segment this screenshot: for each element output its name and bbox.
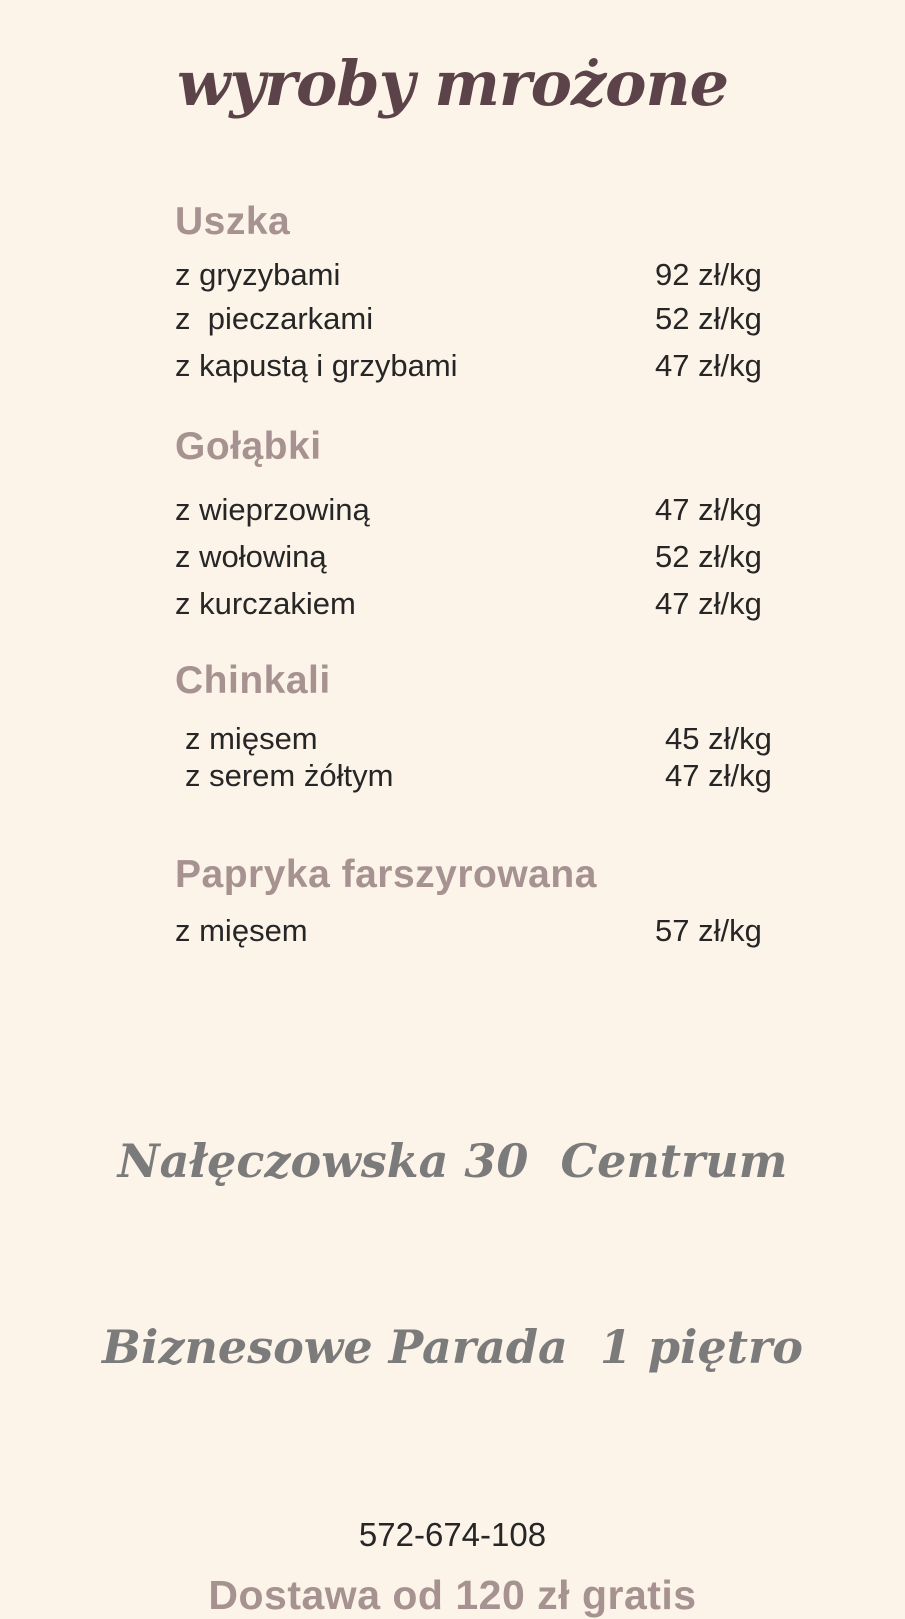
address-block [0,1006,905,1502]
item-price: 47 zł/kg [665,758,772,793]
delivery-note: Dostawa od 120 zł gratis [208,1572,697,1618]
item-name: z pieczarkami [175,301,374,336]
item-price: 47 zł/kg [655,586,762,621]
price-list [175,200,790,948]
item-name: z kurczakiem [175,586,356,621]
section-heading-papryka: Papryka farszyrowana [175,853,597,896]
section-heading-golabki: Gołąbki [175,425,322,468]
item-price: 52 zł/kg [655,301,762,336]
menu-item-row [175,759,790,793]
menu-item-row [175,349,790,383]
address-line-1: Nałęczowska 30 Centrum [117,1134,788,1188]
item-price: 57 zł/kg [655,913,762,948]
item-price: 47 zł/kg [655,492,762,527]
menu-item-row [175,587,790,621]
item-price: 45 zł/kg [665,721,772,756]
menu-item-row [175,258,790,292]
item-name: z gryzybami [175,257,341,292]
item-name: z mięsem [175,913,308,948]
phone-number: 572-674-108 [358,1516,547,1553]
item-price: 52 zł/kg [655,539,762,574]
item-price: 92 zł/kg [655,257,762,292]
item-name: z wieprzowiną [175,492,370,527]
page-title: wyroby mrożone [176,47,729,120]
menu-item-row [175,722,790,756]
section-heading-chinkali: Chinkali [175,659,331,702]
item-name: z mięsem [185,721,318,756]
section-heading-uszka: Uszka [175,200,291,243]
menu-item-row [175,302,790,336]
item-price: 47 zł/kg [655,348,762,383]
menu-item-row [175,914,790,948]
menu-item-row [175,540,790,574]
item-name: z kapustą i grzybami [175,348,458,383]
item-name: z serem żółtym [185,758,394,793]
menu-item-row [175,493,790,527]
address-line-2: Biznesowe Parada 1 piętro [102,1320,803,1374]
item-name: z wołowiną [175,539,327,574]
